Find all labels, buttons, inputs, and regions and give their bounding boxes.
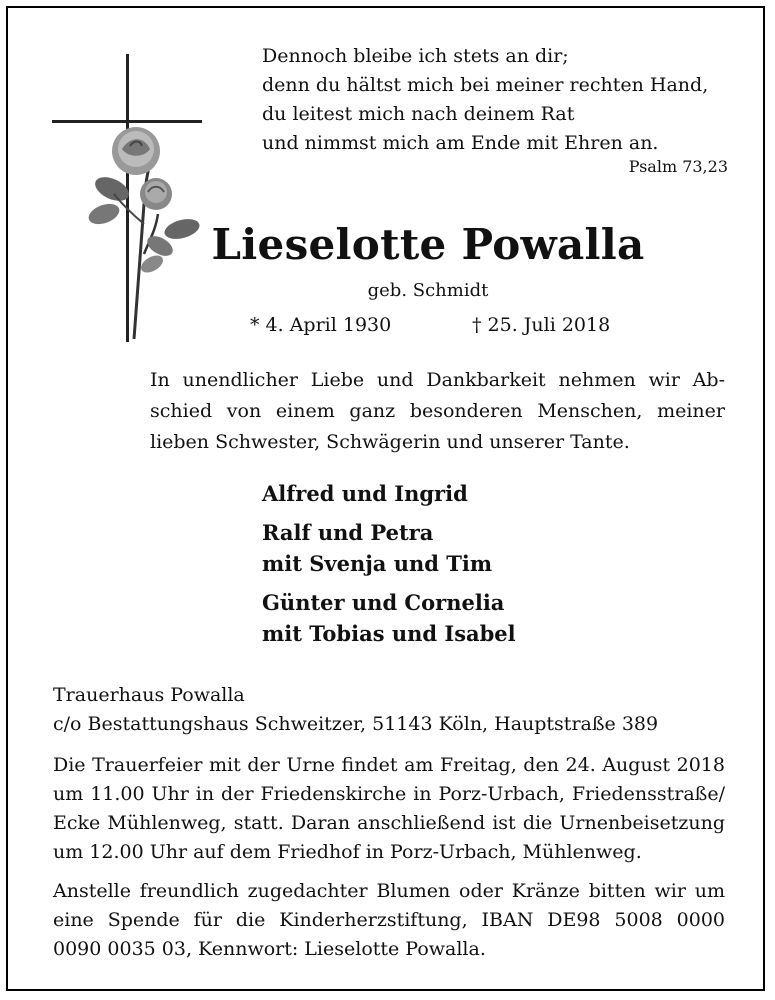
psalm-reference: Psalm 73,23 xyxy=(628,157,728,176)
family-line: Alfred und Ingrid xyxy=(262,481,468,506)
family-line: Günter und Cornelia xyxy=(262,590,505,615)
psalm-line: Dennoch bleibe ich stets an dir; xyxy=(262,45,569,67)
service-line: Ecke Mühlenweg, statt. Daran anschließend ist die Urnenbeisetzung xyxy=(53,812,725,834)
psalm-line: und nimmst mich am Ende mit Ehren an. xyxy=(262,132,659,154)
birth-date: * 4. April 1930 xyxy=(250,314,392,336)
family-list xyxy=(262,478,516,657)
donation-request xyxy=(53,877,725,964)
address-line: c/o Bestattungshaus Schweitzer, 51143 Köln, Hauptstraße 389 xyxy=(53,713,659,735)
address-line: Trauerhaus Powalla xyxy=(53,684,245,706)
death-date: † 25. Juli 2018 xyxy=(472,314,611,336)
service-line: Die Trauerfeier mit der Urne findet am Freitag, den 24. August 2018 xyxy=(53,754,725,776)
intro-text xyxy=(150,365,725,458)
family-line: mit Tobias und Isabel xyxy=(262,621,516,646)
mourning-address xyxy=(53,681,725,739)
intro-line: In unendlicher Liebe und Dankbarkeit nehmen wir Ab- xyxy=(150,369,725,391)
intro-line: schied von einem ganz besonderen Menschen, meiner xyxy=(150,400,725,422)
family-group xyxy=(262,587,516,649)
birth-name: geb. Schmidt xyxy=(367,280,489,301)
cross-and-rose-icon xyxy=(52,54,202,344)
deceased-name: Lieselotte Powalla xyxy=(211,220,645,269)
service-details xyxy=(53,751,725,867)
donation-line: Anstelle freundlich zugedachter Blumen oder Kränze bitten wir um xyxy=(53,880,725,902)
family-group xyxy=(262,478,516,509)
intro-line: lieben Schwester, Schwägerin und unserer Tante. xyxy=(150,431,630,453)
psalm-quote xyxy=(262,42,728,178)
obituary-notice xyxy=(6,6,765,991)
donation-line: eine Spende für die Kinderherzstiftung, IBAN DE98 5008 0000 xyxy=(53,909,725,931)
family-line: Ralf und Petra xyxy=(262,520,434,545)
service-line: um 11.00 Uhr in der Friedenskirche in Porz-Urbach, Friedensstraße/ xyxy=(53,783,725,805)
donation-line: 0090 0035 03, Kennwort: Lieselotte Powalla. xyxy=(53,938,486,960)
family-group xyxy=(262,517,516,579)
family-line: mit Svenja und Tim xyxy=(262,551,493,576)
service-line: um 12.00 Uhr auf dem Friedhof in Porz-Urbach, Mühlenweg. xyxy=(53,841,642,863)
psalm-line: denn du hältst mich bei meiner rechten Hand, xyxy=(262,74,709,96)
psalm-line: du leitest mich nach deinem Rat xyxy=(262,103,575,125)
